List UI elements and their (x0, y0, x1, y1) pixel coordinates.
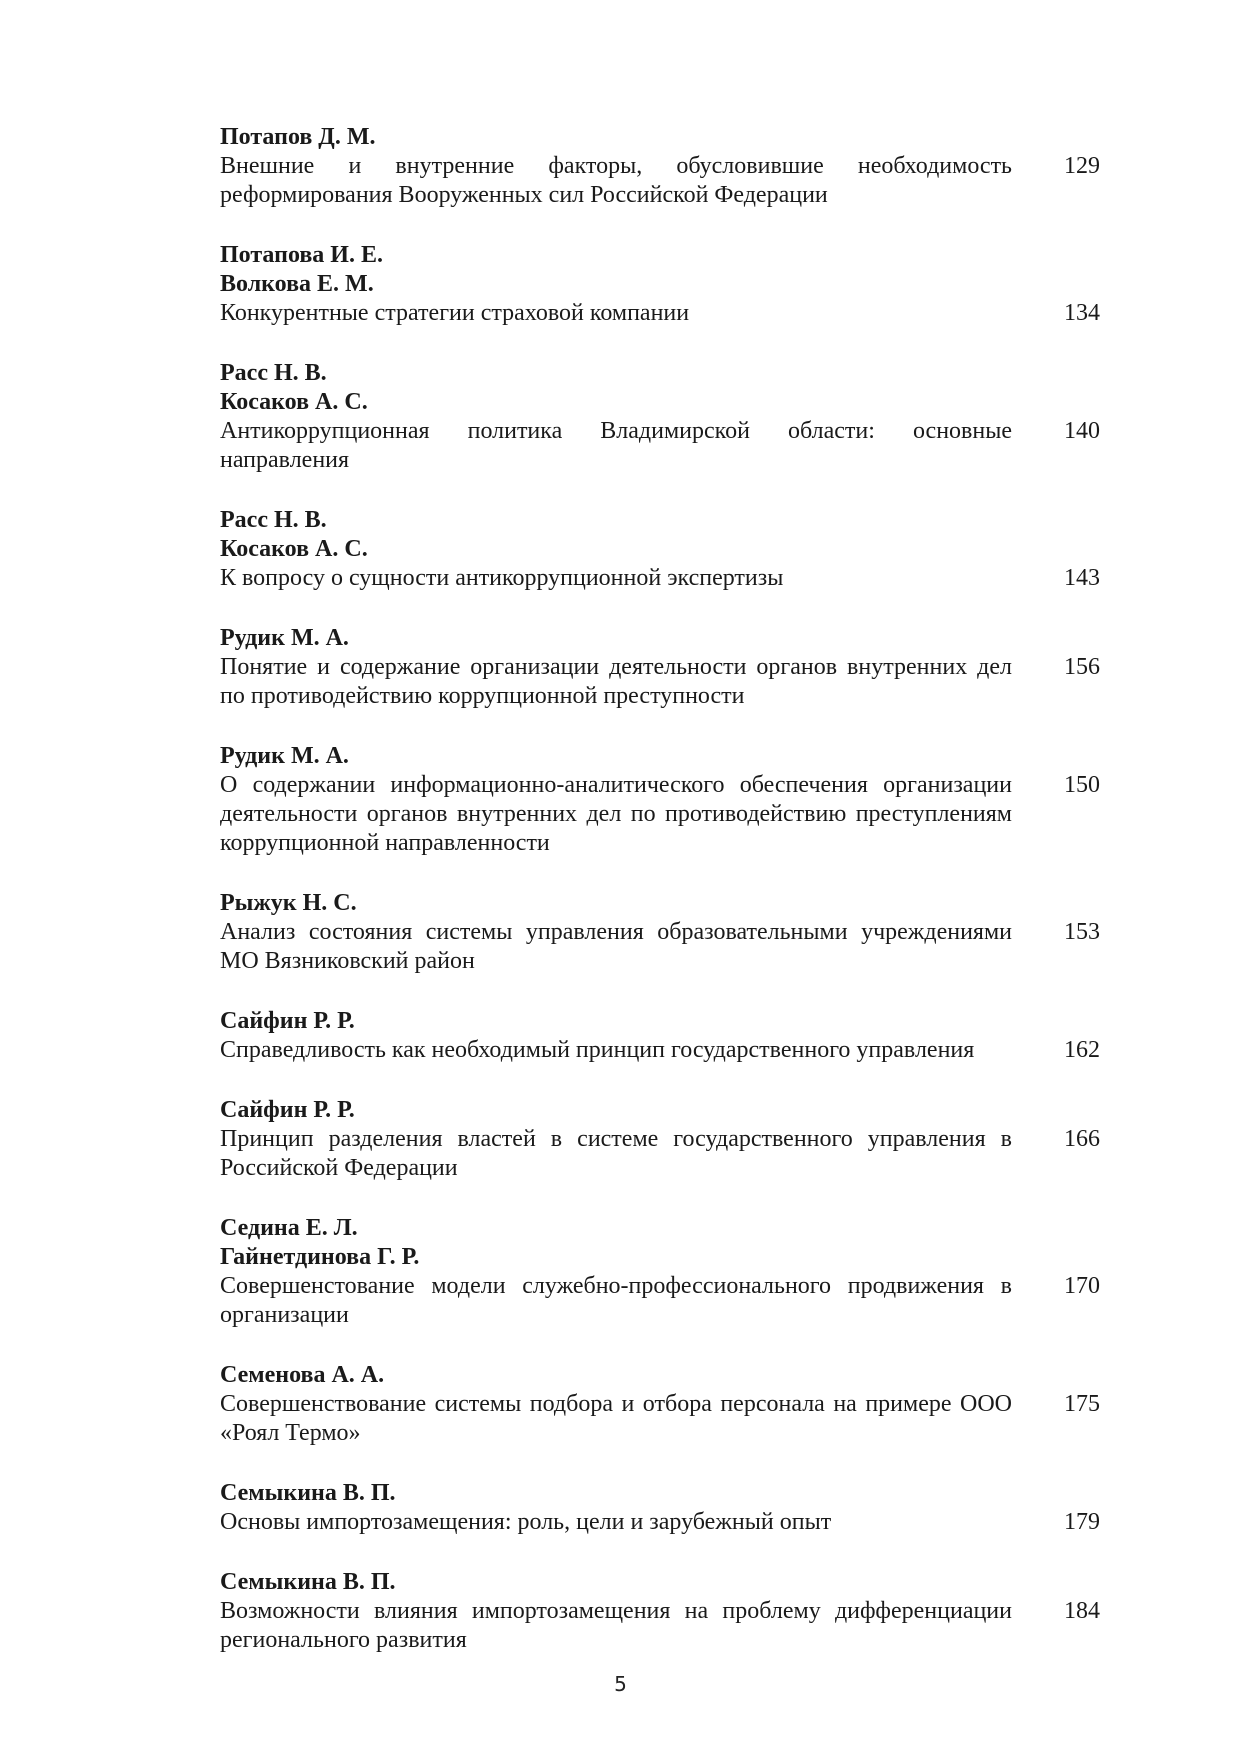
toc-entry (220, 241, 1100, 328)
entry-page-number: 150 (1064, 772, 1100, 798)
entry-page-number: 179 (1064, 1509, 1100, 1535)
entry-title: Возможности влияния импортозамещения на проблему дифференциации регионального развития (220, 1598, 1012, 1653)
entry-author: Потапова И. Е. (220, 242, 383, 268)
entry-author: Седина Е. Л. (220, 1215, 358, 1241)
toc-entry (220, 1096, 1100, 1183)
toc-entry (220, 123, 1100, 210)
entry-title: Конкурентные стратегии страховой компании (220, 300, 690, 326)
entry-author: Семыкина В. П. (220, 1569, 396, 1595)
entry-title: Совершенствование системы подбора и отбора персонала на примере ООО «Роял Термо» (220, 1391, 1012, 1446)
toc-entry (220, 1479, 1100, 1537)
entry-title-row (220, 771, 1100, 858)
entry-page-number: 166 (1064, 1126, 1100, 1152)
entry-author: Рыжук Н. С. (220, 890, 357, 916)
entry-author: Сайфин Р. Р. (220, 1008, 355, 1034)
entry-title-row (220, 1597, 1100, 1655)
entry-title: Антикоррупционная политика Владимирской области: основные направления (220, 418, 1012, 473)
entry-title-row (220, 1125, 1100, 1183)
entry-title-row (220, 1036, 1100, 1065)
toc-entry (220, 624, 1100, 711)
entry-page-number: 162 (1064, 1037, 1100, 1063)
entry-page-number: 134 (1064, 300, 1100, 326)
entry-author: Рудик М. А. (220, 625, 349, 651)
entry-title: Анализ состояния системы управления образовательными учреждениями МО Вязниковский район (220, 919, 1012, 974)
entry-page-number: 140 (1064, 418, 1100, 444)
toc-entry (220, 1214, 1100, 1330)
entry-title: Внешние и внутренние факторы, обусловившие необходимость реформирования Вооруженных сил Российской Федерации (220, 153, 1012, 208)
entry-title-row (220, 152, 1100, 210)
entry-page-number: 129 (1064, 153, 1100, 179)
entry-author: Сайфин Р. Р. (220, 1097, 355, 1123)
toc-entry (220, 1361, 1100, 1448)
toc-entry (220, 506, 1100, 593)
entry-page-number: 143 (1064, 565, 1100, 591)
entry-title-row (220, 417, 1100, 475)
page-number: 5 (614, 1672, 627, 1696)
entry-page-number: 156 (1064, 654, 1100, 680)
entry-title-row (220, 299, 1100, 328)
entry-page-number: 184 (1064, 1598, 1100, 1624)
entry-page-number: 153 (1064, 919, 1100, 945)
entry-title-row (220, 1508, 1100, 1537)
entry-author: Волкова Е. М. (220, 271, 374, 297)
entry-author: Семыкина В. П. (220, 1480, 396, 1506)
entry-title-row (220, 1390, 1100, 1448)
table-of-contents (220, 123, 1100, 1686)
entry-title: Справедливость как необходимый принцип государственного управления (220, 1037, 975, 1063)
entry-title: О содержании информационно-аналитического обеспечения организации деятельности органов внутренних дел по противодействию преступлениям коррупционной направленности (220, 772, 1012, 856)
entry-title-row (220, 564, 1100, 593)
entry-title-row (220, 1272, 1100, 1330)
entry-page-number: 175 (1064, 1391, 1100, 1417)
toc-entry (220, 359, 1100, 475)
toc-entry (220, 889, 1100, 976)
entry-title: Принцип разделения властей в системе государственного управления в Российской Федерации (220, 1126, 1012, 1181)
entry-author: Рудик М. А. (220, 743, 349, 769)
entry-page-number: 170 (1064, 1273, 1100, 1299)
toc-entry (220, 1568, 1100, 1655)
entry-title: Основы импортозамещения: роль, цели и зарубежный опыт (220, 1509, 832, 1535)
entry-title-row (220, 918, 1100, 976)
entry-author: Потапов Д. М. (220, 124, 376, 150)
entry-title: Совершенстование модели служебно-профессионального продвижения в организации (220, 1273, 1012, 1328)
entry-author: Косаков А. С. (220, 536, 368, 562)
entry-author: Расс Н. В. (220, 507, 327, 533)
toc-entry (220, 742, 1100, 858)
entry-author: Косаков А. С. (220, 389, 368, 415)
entry-title-row (220, 653, 1100, 711)
entry-author: Гайнетдинова Г. Р. (220, 1244, 420, 1270)
entry-author: Семенова А. А. (220, 1362, 385, 1388)
entry-title: К вопросу о сущности антикоррупционной экспертизы (220, 565, 784, 591)
toc-entry (220, 1007, 1100, 1065)
entry-title: Понятие и содержание организации деятельности органов внутренних дел по противодействию коррупционной преступности (220, 654, 1012, 709)
entry-author: Расс Н. В. (220, 360, 327, 386)
